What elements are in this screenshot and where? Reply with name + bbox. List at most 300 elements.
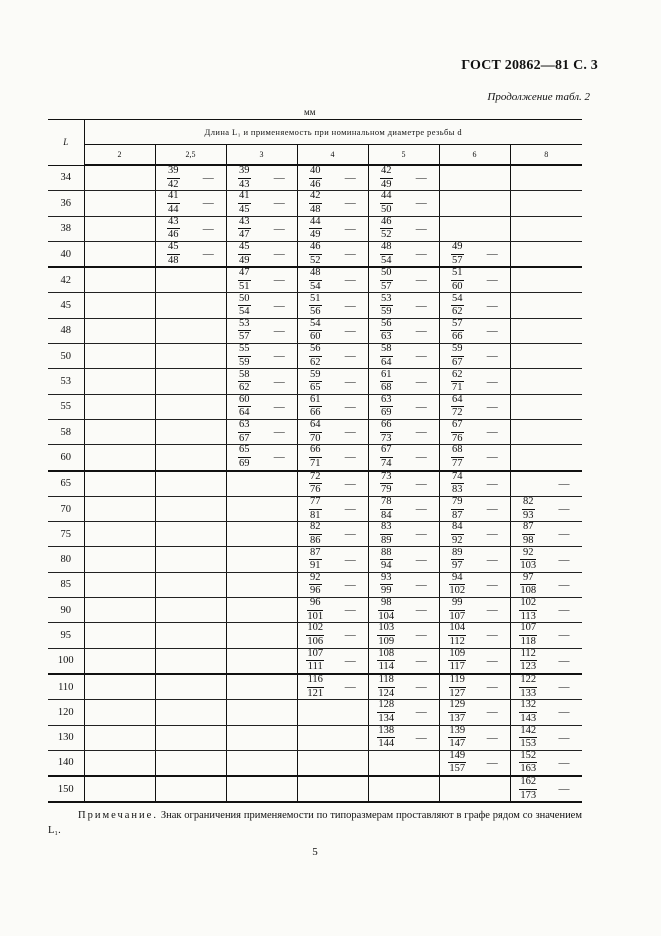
applicability-cell	[404, 165, 439, 191]
l1-value-cell	[155, 318, 191, 343]
fraction-denominator: 57	[239, 331, 250, 343]
limit-mark: —	[344, 375, 356, 388]
limit-mark: —	[344, 451, 356, 464]
fraction-denominator: 102	[449, 585, 466, 597]
fraction-denominator: 46	[310, 178, 321, 190]
applicability-cell	[475, 750, 510, 776]
l1-value-cell	[297, 419, 333, 444]
l1-value-cell	[368, 598, 404, 623]
length-fraction	[451, 319, 464, 343]
fraction-numerator: 42	[309, 191, 322, 204]
table-row	[48, 394, 582, 419]
applicability-cell	[546, 598, 582, 623]
table-row	[48, 216, 582, 241]
fraction-denominator: 114	[378, 661, 394, 673]
applicability-cell	[120, 725, 155, 750]
l1-value-cell	[439, 293, 475, 318]
fraction-denominator: 44	[168, 203, 179, 215]
limit-mark: —	[344, 274, 356, 287]
l1-value-cell	[439, 674, 475, 700]
applicability-cell	[191, 293, 226, 318]
limit-mark: —	[415, 578, 427, 591]
applicability-cell	[191, 522, 226, 547]
length-fraction	[238, 344, 251, 368]
l1-value-cell	[155, 598, 191, 623]
l-value: 90	[48, 598, 84, 623]
l1-value-cell	[510, 445, 546, 471]
l1-value-cell	[84, 547, 120, 572]
table-row	[48, 165, 582, 191]
fraction-denominator: 49	[310, 229, 321, 241]
limit-mark: —	[486, 706, 498, 719]
fraction-numerator: 63	[238, 420, 251, 433]
applicability-cell	[404, 216, 439, 241]
fraction-denominator: 48	[310, 203, 321, 215]
fraction-numerator: 46	[380, 217, 393, 230]
fraction-denominator: 45	[239, 203, 250, 215]
l1-value-cell	[439, 648, 475, 674]
limit-mark: —	[486, 451, 498, 464]
applicability-cell	[546, 750, 582, 776]
l1-value-cell	[155, 648, 191, 674]
fraction-numerator: 44	[380, 191, 393, 204]
table-row	[48, 598, 582, 623]
length-fraction	[380, 472, 393, 496]
applicability-cell	[120, 216, 155, 241]
limit-mark: —	[415, 654, 427, 667]
limit-mark: —	[415, 731, 427, 744]
fraction-denominator: 66	[310, 407, 321, 419]
fraction-denominator: 89	[381, 534, 392, 546]
l1-value-cell	[84, 267, 120, 293]
limit-mark: —	[202, 248, 214, 261]
note-label: Примечание.	[78, 810, 158, 821]
applicability-cell	[191, 369, 226, 394]
l1-value-cell	[297, 216, 333, 241]
fraction-denominator: 47	[239, 229, 250, 241]
l1-value-cell	[226, 572, 262, 597]
l1-value-cell	[510, 598, 546, 623]
applicability-cell	[475, 471, 510, 497]
applicability-cell	[191, 318, 226, 343]
limit-mark: —	[415, 477, 427, 490]
table-note	[48, 808, 582, 838]
applicability-cell	[262, 522, 297, 547]
limit-mark: —	[486, 274, 498, 287]
length-fraction	[309, 217, 322, 241]
l1-value-cell	[297, 318, 333, 343]
limit-mark: —	[344, 503, 356, 515]
length-fraction	[309, 319, 322, 343]
l1-value-cell	[155, 522, 191, 547]
fraction-numerator: 149	[448, 751, 466, 764]
fraction-denominator: 52	[310, 254, 321, 266]
l1-value-cell	[368, 241, 404, 267]
l1-value-cell	[155, 293, 191, 318]
fraction-denominator: 70	[310, 432, 321, 444]
length-fraction	[380, 420, 393, 444]
applicability-cell	[546, 165, 582, 191]
limit-mark: —	[558, 528, 570, 541]
l1-value-cell	[368, 394, 404, 419]
length-fraction	[378, 598, 394, 622]
applicability-cell	[262, 394, 297, 419]
fraction-numerator: 47	[238, 268, 251, 281]
l1-value-cell	[368, 191, 404, 216]
fraction-denominator: 76	[452, 432, 463, 444]
l1-value-cell	[226, 776, 262, 802]
l1-value-cell	[368, 750, 404, 776]
length-fraction	[167, 191, 180, 215]
l1-value-cell	[226, 623, 262, 648]
fraction-denominator: 111	[307, 661, 323, 673]
l1-value-cell	[510, 776, 546, 802]
applicability-cell	[262, 623, 297, 648]
limit-mark: —	[344, 604, 356, 617]
fraction-numerator: 63	[380, 395, 393, 408]
limit-mark: —	[415, 248, 427, 261]
fraction-numerator: 79	[451, 497, 464, 510]
fraction-numerator: 116	[307, 675, 324, 688]
applicability-cell	[546, 700, 582, 725]
applicability-cell	[333, 293, 368, 318]
limit-mark: —	[273, 324, 285, 337]
l-value: 53	[48, 369, 84, 394]
applicability-cell	[546, 496, 582, 521]
fraction-denominator: 72	[452, 407, 463, 419]
l1-value-cell	[226, 648, 262, 674]
l-value: 140	[48, 750, 84, 776]
applicability-cell	[475, 572, 510, 597]
l1-value-cell	[226, 725, 262, 750]
l1-value-cell	[84, 419, 120, 444]
limit-mark: —	[486, 248, 498, 261]
l1-value-cell	[84, 445, 120, 471]
fraction-denominator: 62	[239, 382, 250, 394]
limit-mark: —	[273, 299, 285, 312]
l1-value-cell	[226, 598, 262, 623]
fraction-denominator: 109	[378, 635, 395, 647]
l-value: 80	[48, 547, 84, 572]
diameter-header: 5	[368, 145, 439, 166]
limit-mark: —	[486, 604, 498, 617]
applicability-cell	[546, 648, 582, 674]
length-fraction	[380, 573, 393, 597]
table-row	[48, 496, 582, 521]
l1-value-cell	[368, 216, 404, 241]
applicability-cell	[333, 725, 368, 750]
fraction-numerator: 87	[522, 522, 535, 535]
l-value: 60	[48, 445, 84, 471]
length-fraction	[449, 598, 465, 622]
l1-value-cell	[510, 344, 546, 369]
applicability-cell	[546, 725, 582, 750]
applicability-cell	[404, 598, 439, 623]
diameter-header: 2,5	[155, 145, 226, 166]
l1-value-cell	[510, 369, 546, 394]
fraction-numerator: 41	[167, 191, 180, 204]
table-row	[48, 241, 582, 267]
length-fraction	[519, 777, 537, 801]
applicability-cell	[475, 191, 510, 216]
fraction-numerator: 128	[377, 700, 395, 713]
length-fraction	[451, 395, 464, 419]
l1-value-cell	[510, 725, 546, 750]
l1-value-cell	[368, 165, 404, 191]
l1-value-cell	[510, 216, 546, 241]
applicability-cell	[191, 674, 226, 700]
applicability-cell	[262, 776, 297, 802]
l1-value-cell	[155, 445, 191, 471]
fraction-denominator: 65	[310, 382, 321, 394]
l1-value-cell	[297, 547, 333, 572]
table-row	[48, 419, 582, 444]
l1-value-cell	[297, 750, 333, 776]
applicability-cell	[120, 344, 155, 369]
fraction-denominator: 98	[523, 534, 534, 546]
fraction-numerator: 122	[519, 675, 537, 688]
applicability-cell	[546, 471, 582, 497]
l1-value-cell	[439, 241, 475, 267]
applicability-cell	[546, 369, 582, 394]
fraction-numerator: 51	[451, 268, 464, 281]
fraction-denominator: 67	[239, 432, 250, 444]
applicability-cell	[475, 369, 510, 394]
fraction-denominator: 104	[378, 610, 395, 622]
applicability-cell	[191, 267, 226, 293]
applicability-cell	[333, 419, 368, 444]
fraction-denominator: 74	[381, 457, 392, 469]
fraction-numerator: 87	[309, 548, 322, 561]
length-fraction	[451, 344, 464, 368]
applicability-cell	[333, 216, 368, 241]
limit-mark: —	[415, 375, 427, 388]
l-value: 40	[48, 241, 84, 267]
l1-value-cell	[84, 700, 120, 725]
applicability-cell	[120, 165, 155, 191]
l1-value-cell	[226, 318, 262, 343]
applicability-cell	[333, 191, 368, 216]
fraction-numerator: 46	[309, 242, 322, 255]
limit-mark: —	[344, 553, 356, 566]
length-fraction	[238, 445, 251, 469]
fraction-numerator: 92	[309, 573, 322, 586]
length-fraction	[449, 573, 465, 597]
length-fraction	[522, 497, 535, 521]
applicability-cell	[120, 445, 155, 471]
l1-value-cell	[368, 293, 404, 318]
limit-mark: —	[415, 197, 427, 210]
fraction-denominator: 127	[449, 687, 466, 699]
l1-value-cell	[368, 648, 404, 674]
applicability-cell	[475, 776, 510, 802]
l1-value-cell	[84, 572, 120, 597]
l1-value-cell	[84, 165, 120, 191]
limit-mark: —	[415, 426, 427, 439]
fraction-numerator: 84	[451, 522, 464, 535]
l1-value-cell	[226, 165, 262, 191]
applicability-cell	[262, 191, 297, 216]
l1-value-cell	[368, 369, 404, 394]
limit-mark: —	[202, 172, 214, 185]
l1-value-cell	[155, 267, 191, 293]
l1-value-cell	[297, 293, 333, 318]
fraction-numerator: 92	[520, 548, 536, 561]
fraction-denominator: 71	[452, 382, 463, 394]
fraction-numerator: 72	[309, 472, 322, 485]
fraction-denominator: 147	[449, 738, 466, 750]
length-fraction	[451, 472, 464, 496]
fraction-numerator: 43	[167, 217, 180, 230]
applicability-cell	[546, 216, 582, 241]
fraction-denominator: 59	[381, 306, 392, 318]
l1-value-cell	[155, 776, 191, 802]
l1-value-cell	[226, 700, 262, 725]
fraction-numerator: 54	[309, 319, 322, 332]
l1-value-cell	[155, 700, 191, 725]
fraction-numerator: 60	[238, 395, 251, 408]
fraction-numerator: 73	[380, 472, 393, 485]
limit-mark: —	[415, 350, 427, 363]
length-fraction	[380, 294, 393, 318]
applicability-cell	[546, 241, 582, 267]
fraction-denominator: 71	[310, 457, 321, 469]
fraction-numerator: 103	[377, 623, 395, 636]
limit-mark: —	[486, 731, 498, 744]
l1-value-cell	[84, 750, 120, 776]
length-fraction	[238, 319, 251, 343]
fraction-numerator: 43	[238, 217, 251, 230]
length-fraction	[519, 700, 537, 724]
fraction-numerator: 138	[377, 726, 395, 739]
fraction-numerator: 66	[309, 445, 322, 458]
limit-mark: —	[344, 350, 356, 363]
applicability-cell	[120, 471, 155, 497]
applicability-cell	[546, 293, 582, 318]
applicability-cell	[191, 165, 226, 191]
l1-value-cell	[439, 572, 475, 597]
applicability-cell	[404, 394, 439, 419]
l1-value-cell	[368, 267, 404, 293]
fraction-denominator: 93	[523, 509, 534, 521]
length-fraction	[448, 700, 466, 724]
applicability-cell	[333, 750, 368, 776]
length-fraction	[448, 649, 466, 673]
length-fraction	[306, 623, 324, 647]
fraction-numerator: 61	[380, 370, 393, 383]
limit-mark: —	[558, 783, 570, 796]
fraction-numerator: 50	[380, 268, 393, 281]
applicability-cell	[546, 547, 582, 572]
length-fraction	[167, 242, 180, 266]
l1-value-cell	[297, 496, 333, 521]
length-fraction	[238, 420, 251, 444]
applicability-cell	[546, 191, 582, 216]
fraction-numerator: 48	[380, 242, 393, 255]
length-fraction	[309, 573, 322, 597]
fraction-denominator: 103	[520, 560, 537, 572]
applicability-cell	[120, 623, 155, 648]
l1-value-cell	[297, 572, 333, 597]
applicability-cell	[191, 191, 226, 216]
applicability-cell	[404, 241, 439, 267]
fraction-numerator: 97	[520, 573, 536, 586]
fraction-numerator: 142	[519, 726, 537, 739]
l-value: 58	[48, 419, 84, 444]
limit-mark: —	[558, 578, 570, 591]
l1-value-cell	[439, 725, 475, 750]
applicability-cell	[333, 547, 368, 572]
l1-value-cell	[226, 267, 262, 293]
diameter-header: 3	[226, 145, 297, 166]
applicability-cell	[191, 776, 226, 802]
l1-value-cell	[226, 369, 262, 394]
applicability-cell	[475, 674, 510, 700]
applicability-cell	[404, 572, 439, 597]
diameter-header: 4	[297, 145, 368, 166]
l1-value-cell	[297, 344, 333, 369]
l1-value-cell	[84, 623, 120, 648]
fraction-numerator: 74	[451, 472, 464, 485]
length-fraction	[519, 751, 537, 775]
length-fraction	[309, 268, 322, 292]
l-value: 45	[48, 293, 84, 318]
applicability-cell	[191, 750, 226, 776]
applicability-cell	[120, 572, 155, 597]
l1-value-cell	[439, 471, 475, 497]
fraction-numerator: 162	[519, 777, 537, 790]
fraction-numerator: 82	[309, 522, 322, 535]
limit-mark: —	[344, 629, 356, 642]
fraction-denominator: 51	[239, 280, 250, 292]
table-row	[48, 293, 582, 318]
applicability-cell	[475, 522, 510, 547]
applicability-cell	[262, 216, 297, 241]
l1-value-cell	[155, 419, 191, 444]
l1-value-cell	[439, 445, 475, 471]
fraction-numerator: 109	[448, 649, 466, 662]
l1-value-cell	[155, 394, 191, 419]
l1-value-cell	[226, 750, 262, 776]
applicability-cell	[404, 496, 439, 521]
l1-value-cell	[368, 700, 404, 725]
limit-mark: —	[415, 274, 427, 287]
length-fraction	[380, 319, 393, 343]
fraction-numerator: 64	[451, 395, 464, 408]
limit-mark: —	[486, 299, 498, 312]
fraction-numerator: 40	[309, 166, 322, 179]
fraction-numerator: 99	[449, 598, 465, 611]
l1-value-cell	[297, 725, 333, 750]
applicability-cell	[475, 394, 510, 419]
applicability-cell	[262, 750, 297, 776]
applicability-cell	[546, 674, 582, 700]
fraction-numerator: 59	[451, 344, 464, 357]
fraction-denominator: 157	[449, 763, 466, 775]
length-fraction	[380, 217, 393, 241]
fraction-denominator: 76	[310, 484, 321, 496]
l1-value-cell	[155, 572, 191, 597]
fraction-denominator: 67	[452, 356, 463, 368]
l1-value-cell	[84, 648, 120, 674]
limit-mark: —	[558, 706, 570, 719]
limit-mark: —	[486, 350, 498, 363]
length-fraction	[167, 166, 180, 190]
applicability-cell	[262, 369, 297, 394]
l1-value-cell	[368, 445, 404, 471]
fraction-numerator: 152	[519, 751, 537, 764]
l1-value-cell	[226, 522, 262, 547]
